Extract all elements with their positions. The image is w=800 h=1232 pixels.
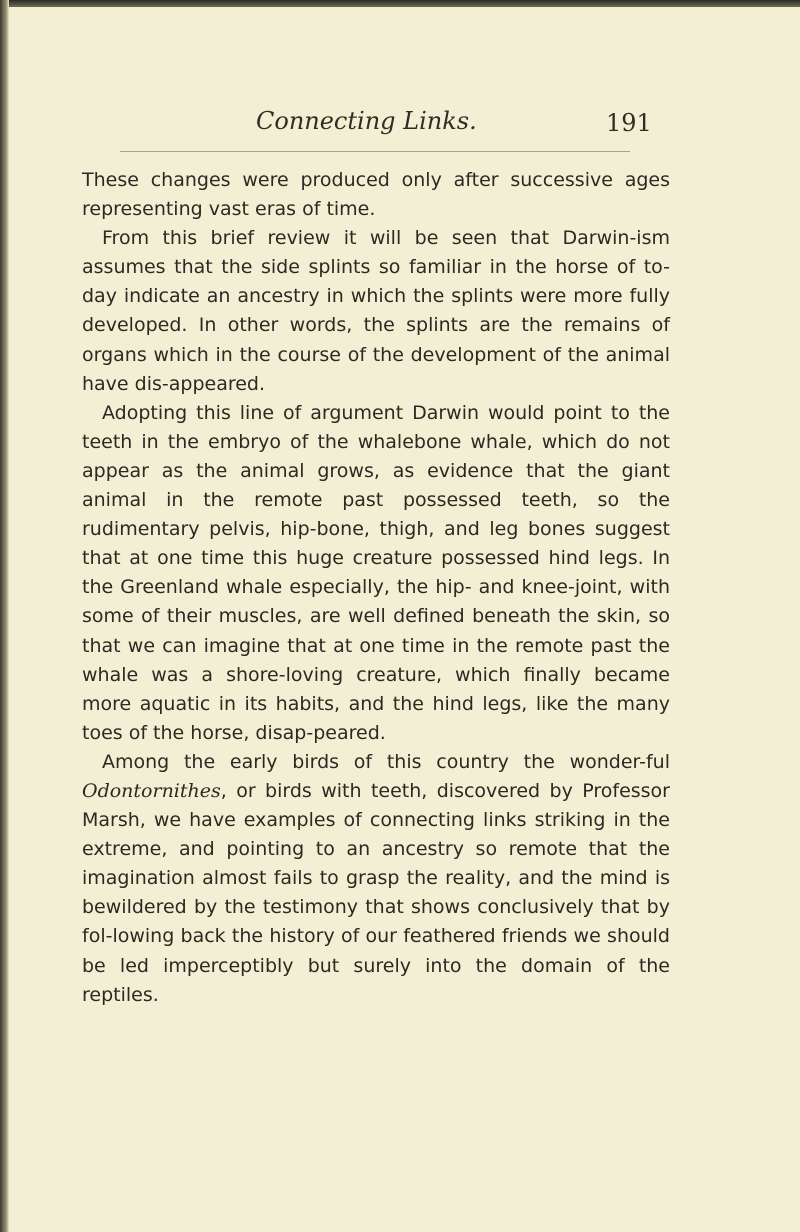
page-top-edge [0, 0, 800, 7]
paragraph-4 [82, 748, 670, 1010]
paragraph-4-text-end: , or birds with teeth, discovered by Professor Marsh, we have examples of connecting links striking in the extreme, and pointing to an ancestry so remote that the imagination almost fails to grasp the reality, and the mind is bewildered by the testimony that shows conclusively that by fol-lowing back the history of our feathered friends we should be led imperceptibly but surely into the domain of the reptiles. [82, 779, 670, 1006]
body-text [82, 166, 670, 1010]
page-number: 191 [606, 109, 652, 137]
odontornithes-term: Odontornithes [82, 779, 221, 802]
page-binding-edge [0, 0, 9, 1232]
page-header [0, 105, 800, 145]
paragraph-1: These changes were produced only after successive ages representing vast eras of time. [82, 169, 670, 221]
running-title: Connecting Links. [256, 107, 477, 135]
header-rule [120, 151, 630, 152]
paragraph-2: From this brief review it will be seen that Darwin-ism assumes that the side splints so familiar in the horse of to-day indicate an ancestry in which the splints were more fully developed. In other words, the splints are the remains of organs which in the course of the development of the animal have dis-appeared. [82, 227, 670, 395]
paragraph-3: Adopting this line of argument Darwin would point to the teeth in the embryo of the whalebone whale, which do not appear as the animal grows, as evidence that the giant animal in the remote past possessed teeth, so the rudimentary pelvis, hip-bone, thigh, and leg bones suggest that at one time this huge creature possessed hind legs. In the Greenland whale especially, the hip- and knee-joint, with some of their muscles, are well defined beneath the skin, so that we can imagine that at one time in the remote past the whale was a shore-loving creature, which finally became more aquatic in its habits, and the hind legs, like the many toes of the horse, disap-peared. [82, 401, 670, 744]
paragraph-4-text-start: Among the early birds of this country the wonder-ful [102, 750, 670, 773]
